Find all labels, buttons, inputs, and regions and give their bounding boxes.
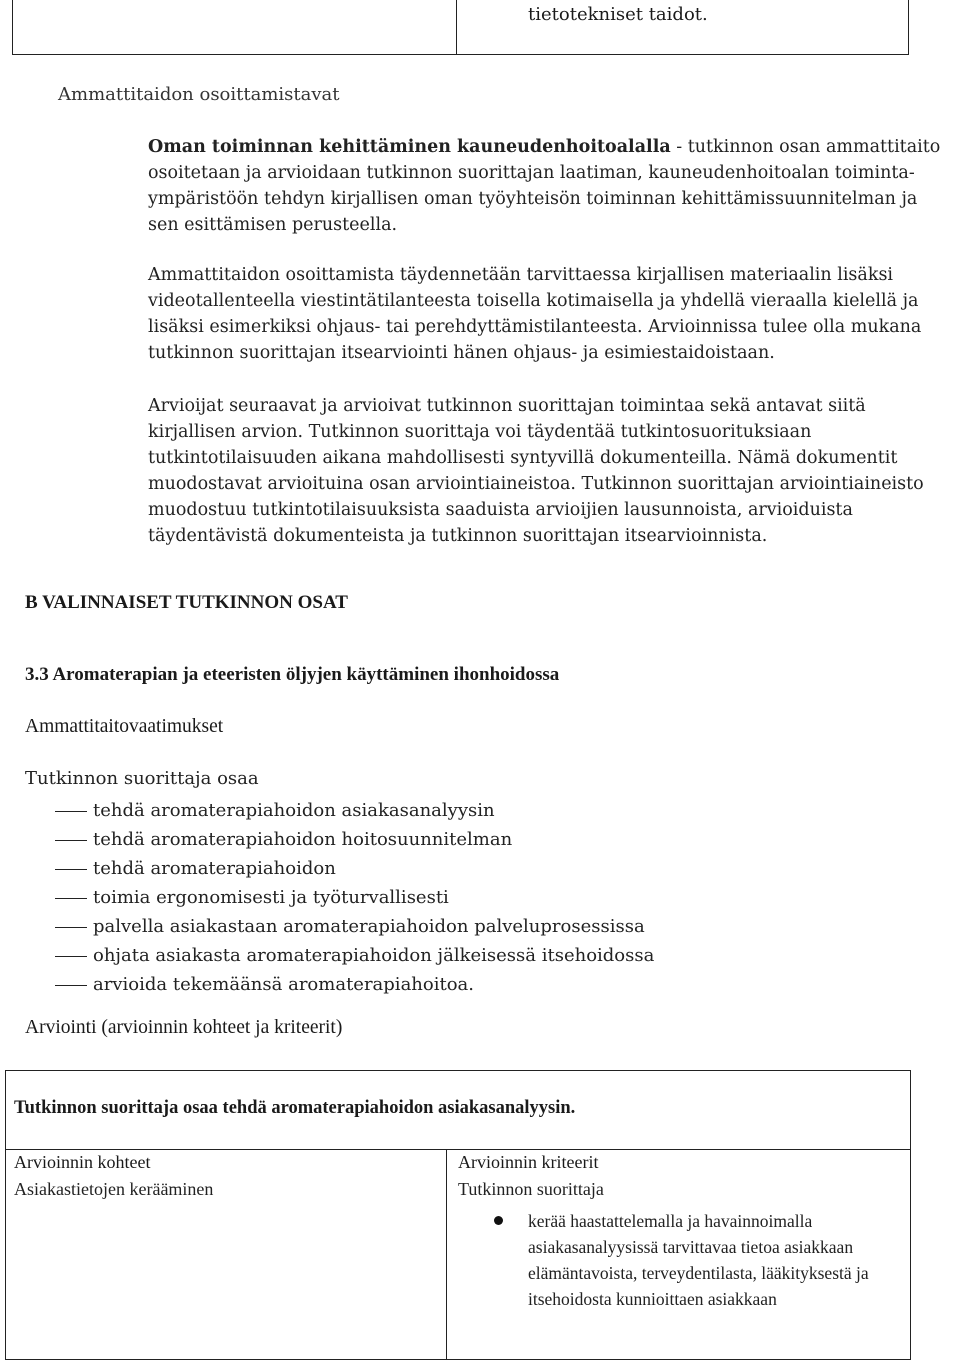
demonstration-paragraph-2-text: Ammattitaidon osoittamista täydennetään tarvittaessa kirjallisen materiaalin lisäksi videotallenteella viestintätilanteesta toisella kotimaisella ja yhdellä vieraalla kielellä ja lisäksi esimerkiksi ohjaus- tai perehdyttämistilanteesta. Arvioinnissa tulee olla mukana tutkinnon suorittajan itsearviointi hänen ohjaus- ja esimiestaidoistaan. [148,265,922,363]
requirements-heading: Ammattitaitovaatimukset [25,716,224,737]
criteria-text: kerää haastattelemalla ja havainnoimalla asiakasanalyysissä tarvittavaa tietoa asiakkaan elämäntavoista, terveydentilasta, lääkityksestä ja itsehoidosta kunnioittaen asiakkaan [528,1211,869,1309]
dash-bullet-icon [55,811,87,812]
list-item [55,885,654,914]
list-item [55,856,654,885]
criteria-intro: Tutkinnon suorittaja [458,1179,604,1199]
candidate-intro: Tutkinnon suorittaja osaa [25,768,259,789]
table-row-divider [6,1149,910,1150]
dash-bullet-icon [55,840,87,841]
demonstration-paragraph-2 [148,262,948,366]
skill-text: ohjata asiakasta aromaterapiahoidon jälkeisessä itsehoidossa [93,945,655,966]
dash-bullet-icon [55,956,87,957]
assessment-target: Asiakastietojen kerääminen [14,1179,214,1199]
assessment-heading: Arviointi (arvioinnin kohteet ja kriteerit) [25,1017,343,1038]
round-bullet-icon [494,1216,503,1225]
development-part-description: - tutkinnon osan ammattitaito osoitetaan ja arvioidaan tutkinnon suorittajan laatiman, kauneudenhoitoalan toiminta-ympäristöön tehdyn kirjallisen oman työyhteisön toiminnan kehittämissuunnitelman ja sen esittämisen perusteella. [148,137,941,235]
assessment-skill-title: Tutkinnon suorittaja osaa tehdä aromaterapiahoidon asiakasanalyysin. [14,1098,576,1118]
demonstration-paragraph-3 [148,393,948,549]
skill-text: arvioida tekemäänsä aromaterapiahoitoa. [93,974,475,995]
skill-text: toimia ergonomisesti ja työturvallisesti [93,887,449,908]
skill-text: palvella asiakastaan aromaterapiahoidon palveluprosessissa [93,916,645,937]
demonstration-paragraph-3-text: Arvioijat seuraavat ja arvioivat tutkinnon suorittajan toimintaa sekä antavat siitä kirjallisen arvion. Tutkinnon suorittaja voi täydentää tutkintosuorituksiaan tutkintotilaisuuden aikana mahdollisesti syntyvillä dokumenteilla. Nämä dokumentit muodostavat arvioituina osan arviointiaineistoa. Tutkinnon suorittajan arviointiaineisto muodostuu tutkintotilaisuuksista saaduista arvioijien lausunnoista, arvioiduista täydentävistä dokumenteista ja tutkinnon suorittajan itsearvioinnista. [148,396,924,546]
section-3-3-title: 3.3 Aromaterapian ja eteeristen öljyjen käyttäminen ihonhoidossa [25,664,560,685]
list-item [55,798,654,827]
section-b-title: B VALINNAISET TUTKINNON OSAT [25,592,348,613]
list-item [55,972,654,1001]
column-header-criteria: Arvioinnin kriteerit [458,1152,599,1172]
demonstration-heading: Ammattitaidon osoittamistavat [58,84,340,105]
dash-bullet-icon [55,985,87,986]
table-column-divider [456,0,457,54]
skills-list [55,798,654,1001]
criteria-list [490,1208,910,1312]
top-table-cell-text: tietotekniset taidot. [528,4,708,25]
table-column-divider [446,1149,447,1359]
dash-bullet-icon [55,898,87,899]
demonstration-paragraph-1 [148,134,948,238]
column-header-targets: Arvioinnin kohteet [14,1152,151,1172]
list-item [55,827,654,856]
list-item [55,943,654,972]
skill-text: tehdä aromaterapiahoidon asiakasanalyysin [93,800,495,821]
dash-bullet-icon [55,869,87,870]
development-part-title: Oman toiminnan kehittäminen kauneudenhoitoalalla [148,137,671,157]
top-table-fragment [12,0,909,55]
skill-text: tehdä aromaterapiahoidon hoitosuunnitelman [93,829,513,850]
dash-bullet-icon [55,927,87,928]
skill-text: tehdä aromaterapiahoidon [93,858,336,879]
list-item [55,914,654,943]
list-item [490,1208,910,1312]
